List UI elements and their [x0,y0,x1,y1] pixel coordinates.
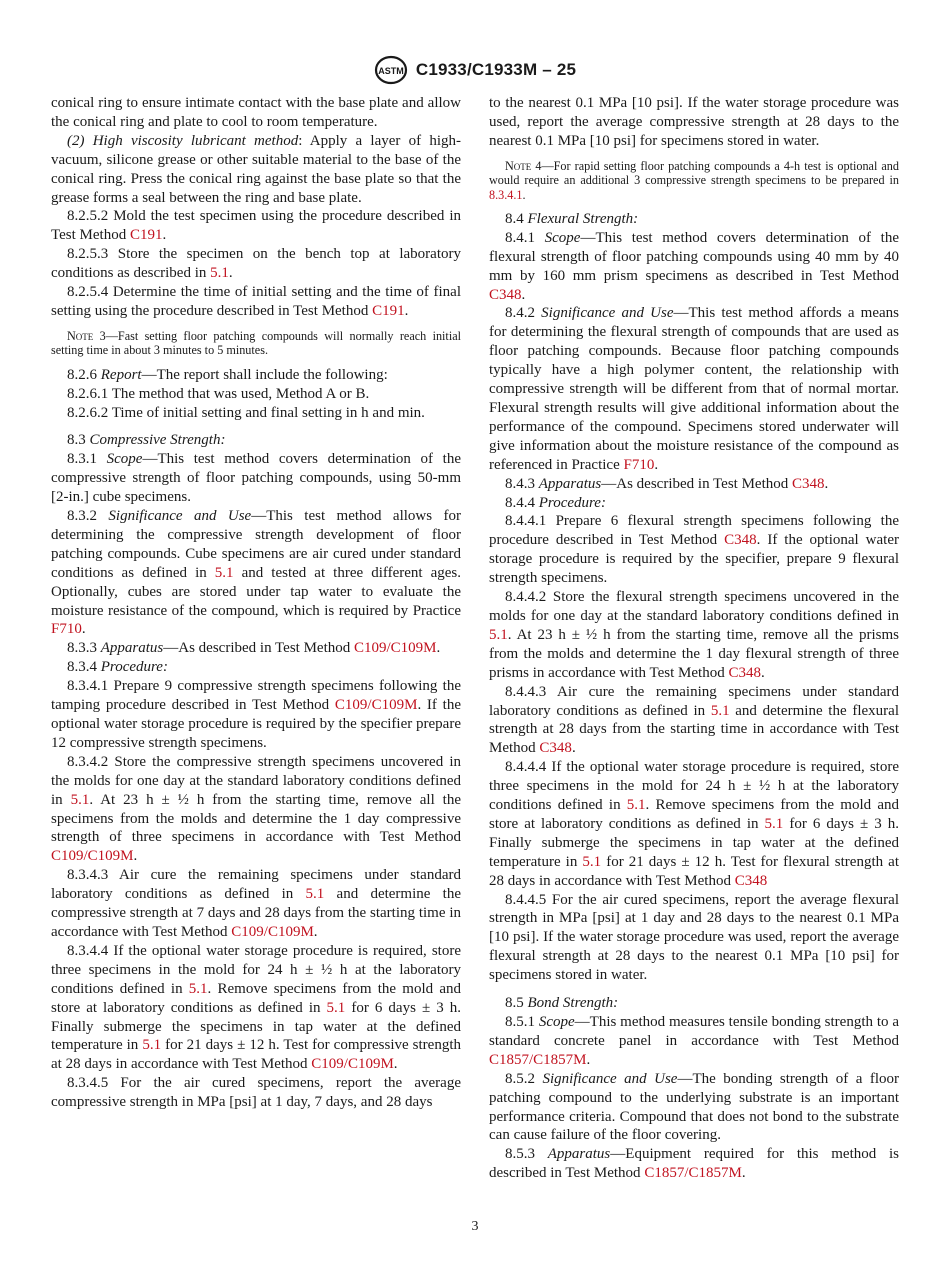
paragraph: 8.3.4.5 For the air cured specimens, report the average compressive strength in MPa [psi] at 1 day, 7 days, and 28 days [51,1075,461,1111]
left-column [51,94,461,1112]
note-3: Note 3—Fast setting floor patching compounds will normally reach initial setting time in about 3 minutes to 5 minutes. [51,328,462,358]
ref-link[interactable]: 5.1 [188,980,208,997]
ref-link[interactable]: 5.1 [142,1037,162,1054]
paragraph: 8.4.4.4 If the optional water storage procedure is required, store three specimens in the mold for 24 h ± ½ h at the laboratory conditions defined in 5.1. Remove specimens from the mold and store at laboratory conditions as defined in 5.1 for 6 days ± 3 h. Finally submerge the specimens in tap water at the defined temperature in 5.1 for 21 days ± 12 h. Test for flexural strength at 28 days in accordance with Test Method C348 [489,759,900,889]
ref-link[interactable]: C109/C109M [51,848,134,865]
ref-link[interactable]: 5.1 [70,791,90,808]
paragraph: 8.2.6 Report—The report shall include the following: [67,366,388,383]
ref-link[interactable]: 5.1 [305,886,325,903]
ref-link[interactable]: 5.1 [210,265,229,282]
ref-link[interactable]: C109/C109M [334,697,418,714]
paragraph: 8.2.5.2 Mold the test specimen using the procedure described in Test Method C191. [51,208,461,244]
page-number: 3 [471,1219,479,1234]
paragraph: conical ring to ensure intimate contact with the base plate and allow the conical ring and plate to cool to room temperature. [51,95,461,130]
paragraph: 8.4.4.2 Store the flexural strength specimens uncovered in the molds for one day at the standard laboratory conditions defined in 5.1. At 23 h ± ½ h from the starting time, remove all the prisms from the molds and determine the 1 day flexural strength of three prisms in accordance with Test Method C348. [489,589,899,681]
paragraph: 8.4.2 Significance and Use—This test method affords a means for determining the flexural strength of compounds that are used as floor patching compounds. Because floor patching compounds typically have a high polymer content, the relationship with compressive strength will be different from that of normal mortar. Flexural strength results will give additional information about the performance of the compound. Specimens stored underwater will give information about the moisture resistance of the compound as referenced in Practice F710. [489,305,899,473]
paragraph: 8.4.4 Procedure: [505,494,606,511]
ref-link[interactable]: C348 [724,532,757,549]
paragraph: 8.4.1 Scope—This test method covers determination of the flexural strength of floor patching compounds using 40 mm by 40 mm by 160 mm prism specimens as described in Test Method C348. [489,229,900,303]
ref-link[interactable]: 5.1 [764,815,784,832]
ref-link[interactable]: C109/C109M [354,640,437,657]
svg-text:ASTM: ASTM [378,66,404,76]
page-header [0,56,950,84]
paragraph: 8.3.4.2 Store the compressive strength specimens uncovered in the molds for one day at the standard laboratory conditions defined in 5.1. At 23 h ± ½ h from the starting time, remove all the specimens from the molds and determine the 1 day compressive strength of three specimens in accordance with Test Method C109/C109M. [51,753,462,865]
paragraph: 8.4.4.3 Air cure the remaining specimens under standard laboratory conditions as defined in 5.1 and determine the flexural strength at 28 days from the starting time in accordance with Test Method C348. [489,683,899,757]
paragraph: 8.4.4.1 Prepare 6 flexural strength specimens following the procedure described in Test Method C348. If the optional water storage procedure is required by the specifier, prepare 9 flexural strength specimens. [489,513,899,587]
astm-logo-icon [374,55,408,85]
ref-link[interactable]: C1857/C1857M [489,1051,587,1068]
paragraph: 8.5.1 Scope—This method measures tensile bonding strength to a standard concrete panel in accordance with Test Method C1857/C1857M. [489,1014,899,1068]
ref-link[interactable]: C191 [129,227,163,244]
paragraph: 8.5.3 Apparatus—Equipment required for this method is described in Test Method C1857/C1857M. [489,1146,900,1182]
section-heading: 8.5 Bond Strength: [505,995,619,1012]
paragraph: 8.4.3 Apparatus—As described in Test Method C348. [505,475,829,492]
document-id: C1933/C1933M – 25 [415,60,577,79]
paragraph: 8.2.5.4 Determine the time of initial setting and the time of final setting using the procedure described in Test Method C191. [51,284,461,319]
paragraph: 8.3.2 Significance and Use—This test method allows for determining the compressive strength development of floor patching compounds. Cube specimens are air cured under standard conditions as defined in 5.1 and tested at three different ages. Optionally, cubes are stored under tap water to evaluate the moisture resistance of the compound, which is required by Practice F710. [51,508,461,638]
paragraph: 8.3.3 Apparatus—As described in Test Method C109/C109M. [67,640,441,657]
ref-link[interactable]: C348 [734,872,768,889]
section-heading: 8.3 Compressive Strength: [67,432,226,449]
ref-link[interactable]: C348 [728,664,761,681]
ref-link[interactable]: C348 [792,475,825,492]
section-heading: 8.4 Flexural Strength: [505,210,639,227]
right-column [489,94,899,1183]
paragraph: to the nearest 0.1 MPa [10 psi]. If the water storage procedure was used, report the average compressive strength at 28 days to the nearest 0.1 MPa [10 psi] for specimens stored in water. [489,95,899,149]
ref-link[interactable]: 5.1 [626,797,646,814]
ref-link[interactable]: C109/C109M [231,923,314,940]
ref-link[interactable]: 5.1 [326,999,346,1016]
ref-link[interactable]: 5.1 [582,853,602,870]
paragraph: (2) High viscosity lubricant method: Apply a layer of high-vacuum, silicone grease or other suitable material to the base of the conical ring. Press the conical ring against the base plate so that the grease forms a seal between the ring and base plate. [51,132,461,206]
ref-link[interactable]: 5.1 [214,564,234,581]
paragraph: 8.3.4.4 If the optional water storage procedure is required, store three specimens in the mold for 24 h ± ½ h at the laboratory conditions defined in 5.1. Remove specimens from the mold and store at laboratory conditions as defined in 5.1 for 6 days ± 3 h. Finally submerge the specimens in tap water at the defined temperature in 5.1 for 21 days ± 12 h. Test for compressive strength at 28 days in accordance with Test Method C109/C109M. [51,942,462,1073]
paragraph: 8.2.6.2 Time of initial setting and final setting in h and min. [67,404,425,421]
paragraph: 8.3.4.1 Prepare 9 compressive strength specimens following the tamping procedure described in Test Method C109/C109M. If the optional water storage procedure is required by the specifier prepare 12 compressive strength specimens. [51,678,461,751]
ref-link[interactable]: C191 [372,302,405,319]
ref-link[interactable]: C1857/C1857M [644,1165,742,1182]
paragraph: 8.3.4.3 Air cure the remaining specimens under standard laboratory conditions as defined in 5.1 and determine the compressive strength at 7 days and 28 days from the starting time in accordance with Test Method C109/C109M. [51,867,461,940]
note-4: Note 4—For rapid setting floor patching compounds a 4-h test is optional and would require an additional 3 compressive strength specimens to be prepared in 8.3.4.1. [489,158,899,202]
ref-link[interactable]: 8.3.4.1 [489,187,523,202]
ref-link[interactable]: C348 [489,286,522,303]
ref-link[interactable]: C348 [539,740,572,757]
ref-link[interactable]: C109/C109M [311,1056,394,1073]
ref-link[interactable]: F710 [51,621,82,638]
paragraph: 8.3.1 Scope—This test method covers determination of the compressive strength of floor patching compounds, using 50-mm [2-in.] cube specimens. [51,451,462,506]
paragraph: 8.2.6.1 The method that was used, Method A or B. [67,385,370,402]
paragraph: 8.5.2 Significance and Use—The bonding strength of a floor patching compound to the underlying substrate is an important performance criteria. Compound that does not bond to the substrate can cause failure of the floor covering. [489,1070,900,1144]
paragraph: 8.3.4 Procedure: [67,659,168,676]
paragraph: 8.2.5.3 Store the specimen on the bench top at laboratory conditions as described in 5.1. [51,246,461,282]
ref-link[interactable]: F710 [623,456,655,473]
paragraph: 8.4.4.5 For the air cured specimens, report the average flexural strength in MPa [psi] at 1 day and 28 days to the nearest 0.1 MPa [10 psi]. If the water storage procedure was used, report the average flexural strength at 28 days to the nearest 0.1 MPa [10 psi] for specimens stored in water. [489,891,899,984]
ref-link[interactable]: 5.1 [710,702,730,719]
ref-link[interactable]: 5.1 [489,626,508,643]
